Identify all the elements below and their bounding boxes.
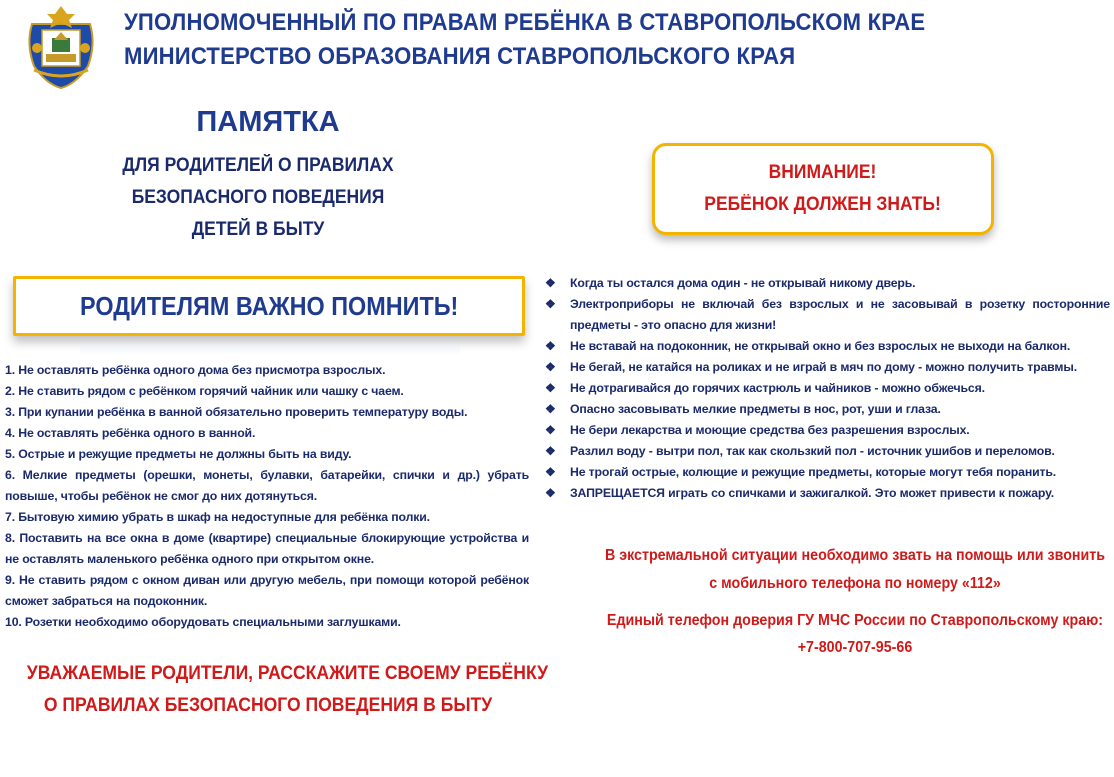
rule-item: 1. Не оставлять ребёнка одного дома без присмотра взрослых. (5, 363, 386, 377)
diamond-bullet-icon: ❖ (545, 486, 556, 500)
child-rule-item (545, 357, 1110, 378)
child-rule-item (545, 378, 1110, 399)
child-rule-text: Разлил воду - вытри пол, так как скользкий пол - источник ушибов и переломов. (570, 444, 1055, 458)
diamond-bullet-icon: ❖ (545, 339, 556, 353)
heading-reflection (80, 344, 460, 356)
rule-item: 4. Не оставлять ребёнка одного в ванной. (5, 426, 256, 440)
child-rule-text: Электроприборы не включай без взрослых и не засовывай в розетку посторонние предметы - это опасно для жизни! (570, 297, 1110, 332)
emergency-notice (560, 542, 1114, 598)
child-rule-item (545, 273, 1110, 294)
attention-subtitle: РЕБЁНОК ДОЛЖЕН ЗНАТЬ! (704, 194, 942, 215)
parents-rules-list (5, 360, 529, 633)
header-line-ministry: МИНИСТЕРСТВО ОБРАЗОВАНИЯ СТАВРОПОЛЬСКОГО КРАЯ (124, 43, 796, 70)
rule-item: 2. Не ставить рядом с ребёнком горячий чайник или чашку с чаем. (5, 384, 404, 398)
parents-heading: РОДИТЕЛЯМ ВАЖНО ПОМНИТЬ! (79, 290, 459, 321)
memo-subtitle-line: ДЕТЕЙ В БЫТУ (191, 219, 325, 240)
attention-title: ВНИМАНИЕ! (769, 162, 877, 183)
emergency-line: В экстремальной ситуации необходимо звать на помощь или звонить (604, 547, 1106, 564)
memo-subtitle-line: БЕЗОПАСНОГО ПОВЕДЕНИЯ (131, 187, 385, 208)
hotline-notice (560, 607, 1114, 661)
parents-heading-box (13, 276, 525, 336)
child-rule-text: Не трогай острые, колющие и режущие предметы, которые могут тебя поранить. (570, 465, 1057, 479)
page-header (124, 6, 995, 74)
child-rule-text: Опасно засовывать мелкие предметы в нос, рот, уши и глаза. (570, 402, 941, 416)
appeal-line: О ПРАВИЛАХ БЕЗОПАСНОГО ПОВЕДЕНИЯ В БЫТУ (43, 694, 493, 716)
child-rules-list (545, 273, 1110, 504)
diamond-bullet-icon: ❖ (545, 465, 556, 479)
rule-item: 6. Мелкие предметы (орешки, монеты, булавки, батарейки, спички и др.) убрать повыше, чтобы ребёнок не смог до них дотянуться. (5, 468, 529, 503)
rule-item: 7. Бытовую химию убрать в шкаф на недоступные для ребёнка полки. (5, 510, 430, 524)
diamond-bullet-icon: ❖ (545, 402, 556, 416)
attention-box (652, 143, 994, 235)
child-rule-text: Когда ты остался дома один - не открывай никому дверь. (570, 276, 916, 290)
stavropol-coat-of-arms-icon (22, 4, 100, 90)
child-rule-item (545, 420, 1110, 441)
child-rule-item (545, 462, 1110, 483)
child-rule-item (545, 483, 1110, 504)
rule-item: 3. При купании ребёнка в ванной обязательно проверить температуру воды. (5, 405, 468, 419)
diamond-bullet-icon: ❖ (545, 423, 556, 437)
rule-item: 5. Острые и режущие предметы не должны быть на виду. (5, 447, 352, 461)
header-line-ombudsman: УПОЛНОМОЧЕННЫЙ ПО ПРАВАМ РЕБЁНКА В СТАВРОПОЛЬСКОМ КРАЕ (124, 9, 926, 36)
child-rule-item (545, 399, 1110, 420)
rule-item: 10. Розетки необходимо оборудовать специальными заглушками. (5, 615, 401, 629)
memo-subtitle-line: ДЛЯ РОДИТЕЛЕЙ О ПРАВИЛАХ (122, 155, 394, 176)
child-rule-item (545, 294, 1110, 336)
parents-appeal (0, 657, 549, 721)
child-rule-text: Не дотрагивайся до горячих кастрюль и чайников - можно обжечься. (570, 381, 985, 395)
memo-title: ПАМЯТКА (196, 106, 340, 138)
appeal-line: УВАЖАЕМЫЕ РОДИТЕЛИ, РАССКАЖИТЕ СВОЕМУ РЕБЁНКУ (26, 662, 549, 684)
child-rule-item (545, 336, 1110, 357)
child-rule-text: Не бери лекарства и моющие средства без разрешения взрослых. (570, 423, 970, 437)
emergency-line: с мобильного телефона по номеру «112» (709, 575, 1001, 592)
diamond-bullet-icon: ❖ (545, 444, 556, 458)
child-rule-text: ЗАПРЕЩАЕТСЯ играть со спичками и зажигалкой. Это может привести к пожару. (570, 486, 1054, 500)
hotline-phone: +7-800-707-95-66 (797, 639, 913, 656)
child-rule-text: Не вставай на подоконник, не открывай окно и без взрослых не выходи на балкон. (570, 339, 1071, 353)
rule-item: 8. Поставить на все окна в доме (квартире) специальные блокирующие устройства и не оставлять маленького ребёнка одного при открытом окне. (5, 531, 529, 566)
child-rule-item (545, 441, 1110, 462)
diamond-bullet-icon: ❖ (545, 360, 556, 374)
diamond-bullet-icon: ❖ (545, 297, 556, 311)
diamond-bullet-icon: ❖ (545, 381, 556, 395)
diamond-bullet-icon: ❖ (545, 276, 556, 290)
child-rule-text: Не бегай, не катайся на роликах и не играй в мяч по дому - можно получить травмы. (570, 360, 1077, 374)
memo-subtitle (0, 150, 516, 246)
hotline-label: Единый телефон доверия ГУ МЧС России по Ставропольскому краю: (606, 612, 1104, 629)
rule-item: 9. Не ставить рядом с окном диван или другую мебель, при помощи которой ребёнок сможет забраться на подоконник. (5, 573, 529, 608)
